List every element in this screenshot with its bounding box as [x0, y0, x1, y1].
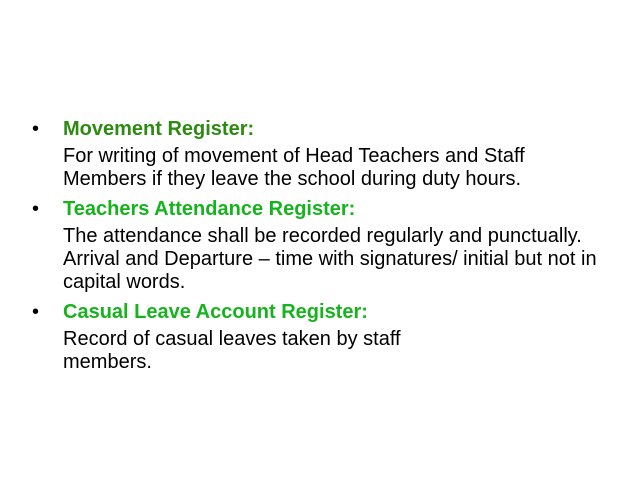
item-heading: Teachers Attendance Register:: [63, 198, 356, 220]
bullet-icon: •: [32, 118, 40, 140]
item-heading-row: [30, 114, 610, 145]
list-item: [30, 297, 610, 374]
item-description: The attendance shall be recorded regularly and punctually. Arrival and Departure – time with signatures/ initial but not in capital words.: [63, 225, 597, 293]
item-heading: Movement Register:: [63, 118, 255, 140]
item-heading-row: [30, 194, 610, 225]
bullet-icon: •: [32, 198, 40, 220]
item-description: For writing of movement of Head Teachers and Staff Members if they leave the school during duty hours.: [63, 145, 525, 190]
list-item: [30, 194, 610, 294]
list-item: [30, 114, 610, 191]
item-heading-row: [30, 297, 610, 328]
bullet-list: [30, 114, 610, 377]
item-heading: Casual Leave Account Register:: [63, 301, 368, 323]
item-description: Record of casual leaves taken by staff members.: [63, 328, 401, 373]
bullet-icon: •: [32, 301, 40, 323]
